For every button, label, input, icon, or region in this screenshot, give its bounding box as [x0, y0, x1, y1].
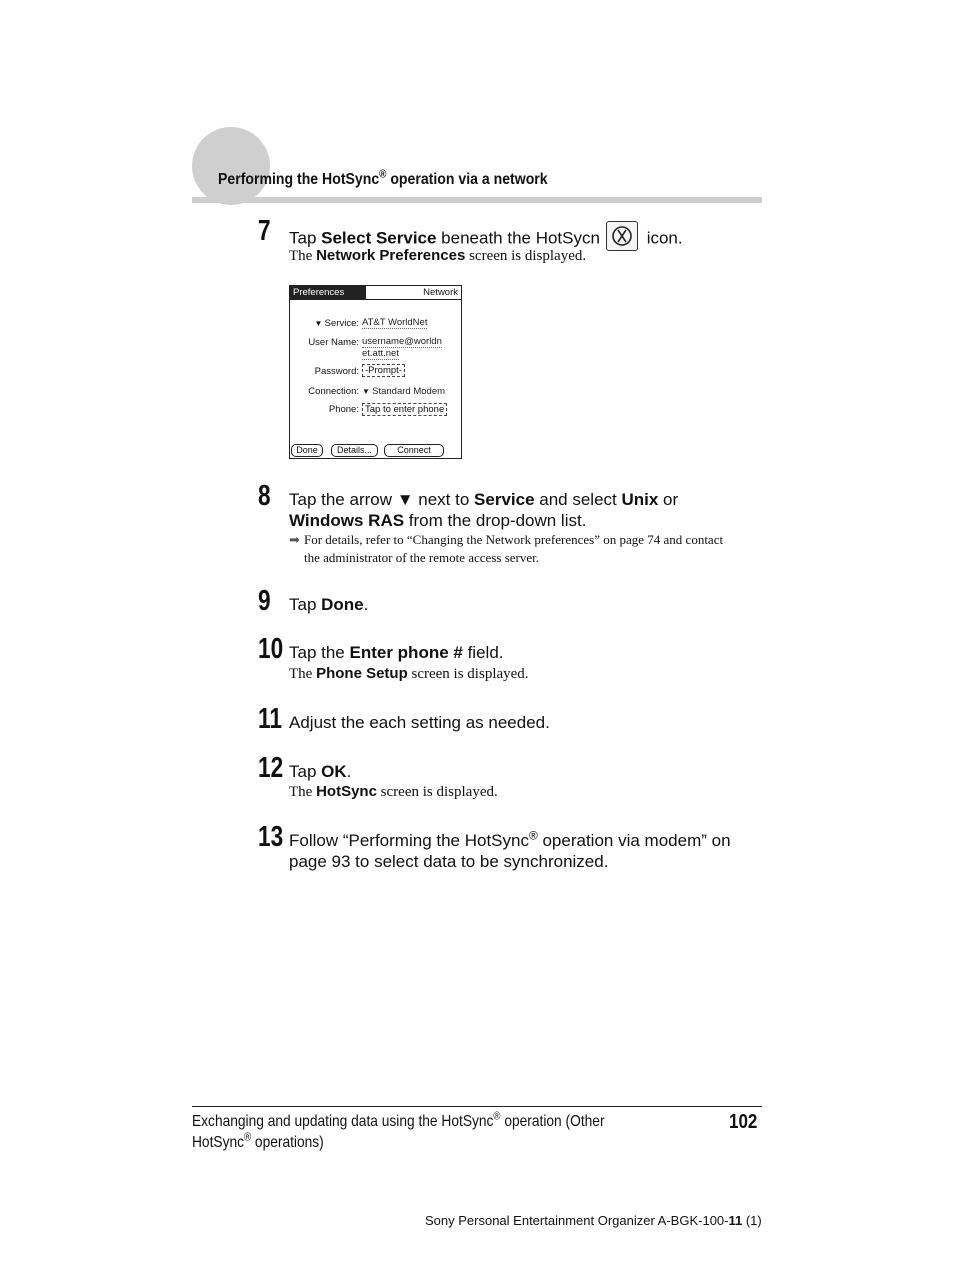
connect-button: Connect [384, 444, 444, 457]
page-number: 102 [729, 1111, 758, 1133]
section-tab-circle [192, 127, 270, 205]
step-number: 11 [258, 703, 282, 735]
step-number: 9 [258, 585, 271, 617]
footer-chapter-title: Exchanging and updating data using the HotSync® operation (Other HotSync® operations) [192, 1110, 605, 1151]
service-value: AT&T WorldNet [362, 317, 428, 328]
step-number: 12 [258, 752, 284, 784]
prefs-category: Network [423, 287, 458, 298]
username-value-1: username@worldn [362, 336, 442, 347]
step-7-result: The Network Preferences screen is displayed. [289, 247, 587, 264]
arrow-right-icon: ➡ [289, 532, 300, 547]
step-number: 8 [258, 480, 271, 512]
step-7-text: Tap Select Service beneath the HotSycn icon. [289, 224, 683, 254]
phone-value: Tap to enter phone [362, 403, 447, 416]
connection-value: ▼ Standard Modem [362, 386, 446, 397]
step-10-result: The Phone Setup screen is displayed. [289, 665, 529, 682]
phone-label: Phone: [328, 404, 359, 415]
service-label: ▼ Service: [314, 318, 359, 329]
password-value: -Prompt- [362, 364, 405, 377]
step-10-text: Tap the Enter phone # field. [289, 643, 504, 662]
step-11-text: Adjust the each setting as needed. [289, 713, 550, 732]
password-label: Password: [314, 366, 359, 377]
footer-rule [192, 1106, 762, 1107]
step-number: 10 [258, 633, 284, 665]
step-number: 13 [258, 821, 284, 853]
connection-label: Connection: [308, 386, 359, 397]
step-12-text: Tap OK. [289, 762, 352, 781]
prefs-title: Preferences [290, 286, 366, 300]
step-13-text: Follow “Performing the HotSync® operation via modem” on page 93 to select data to be synchronized. [289, 828, 731, 871]
network-preferences-screenshot [289, 285, 462, 459]
details-button: Details... [331, 444, 378, 457]
username-label: User Name: [308, 337, 359, 348]
step-number: 7 [258, 215, 271, 247]
step-8-note: ➡ For details, refer to “Changing the Network preferences” on page 74 and contact the administrator of the remote access server. [289, 532, 724, 565]
section-rule [192, 197, 762, 203]
step-12-result: The HotSync screen is displayed. [289, 783, 498, 800]
step-9-text: Tap Done. [289, 595, 369, 614]
step-8-text: Tap the arrow ▼ next to Service and select Unix or Windows RAS from the drop-down list. [289, 490, 679, 530]
section-title: Performing the HotSync® operation via a network [218, 168, 548, 188]
hotsync-icon [606, 221, 638, 251]
username-value-2: et.att.net [362, 348, 399, 359]
done-button: Done [291, 444, 323, 457]
product-code: Sony Personal Entertainment Organizer A-BGK-100-11 (1) [425, 1213, 762, 1228]
